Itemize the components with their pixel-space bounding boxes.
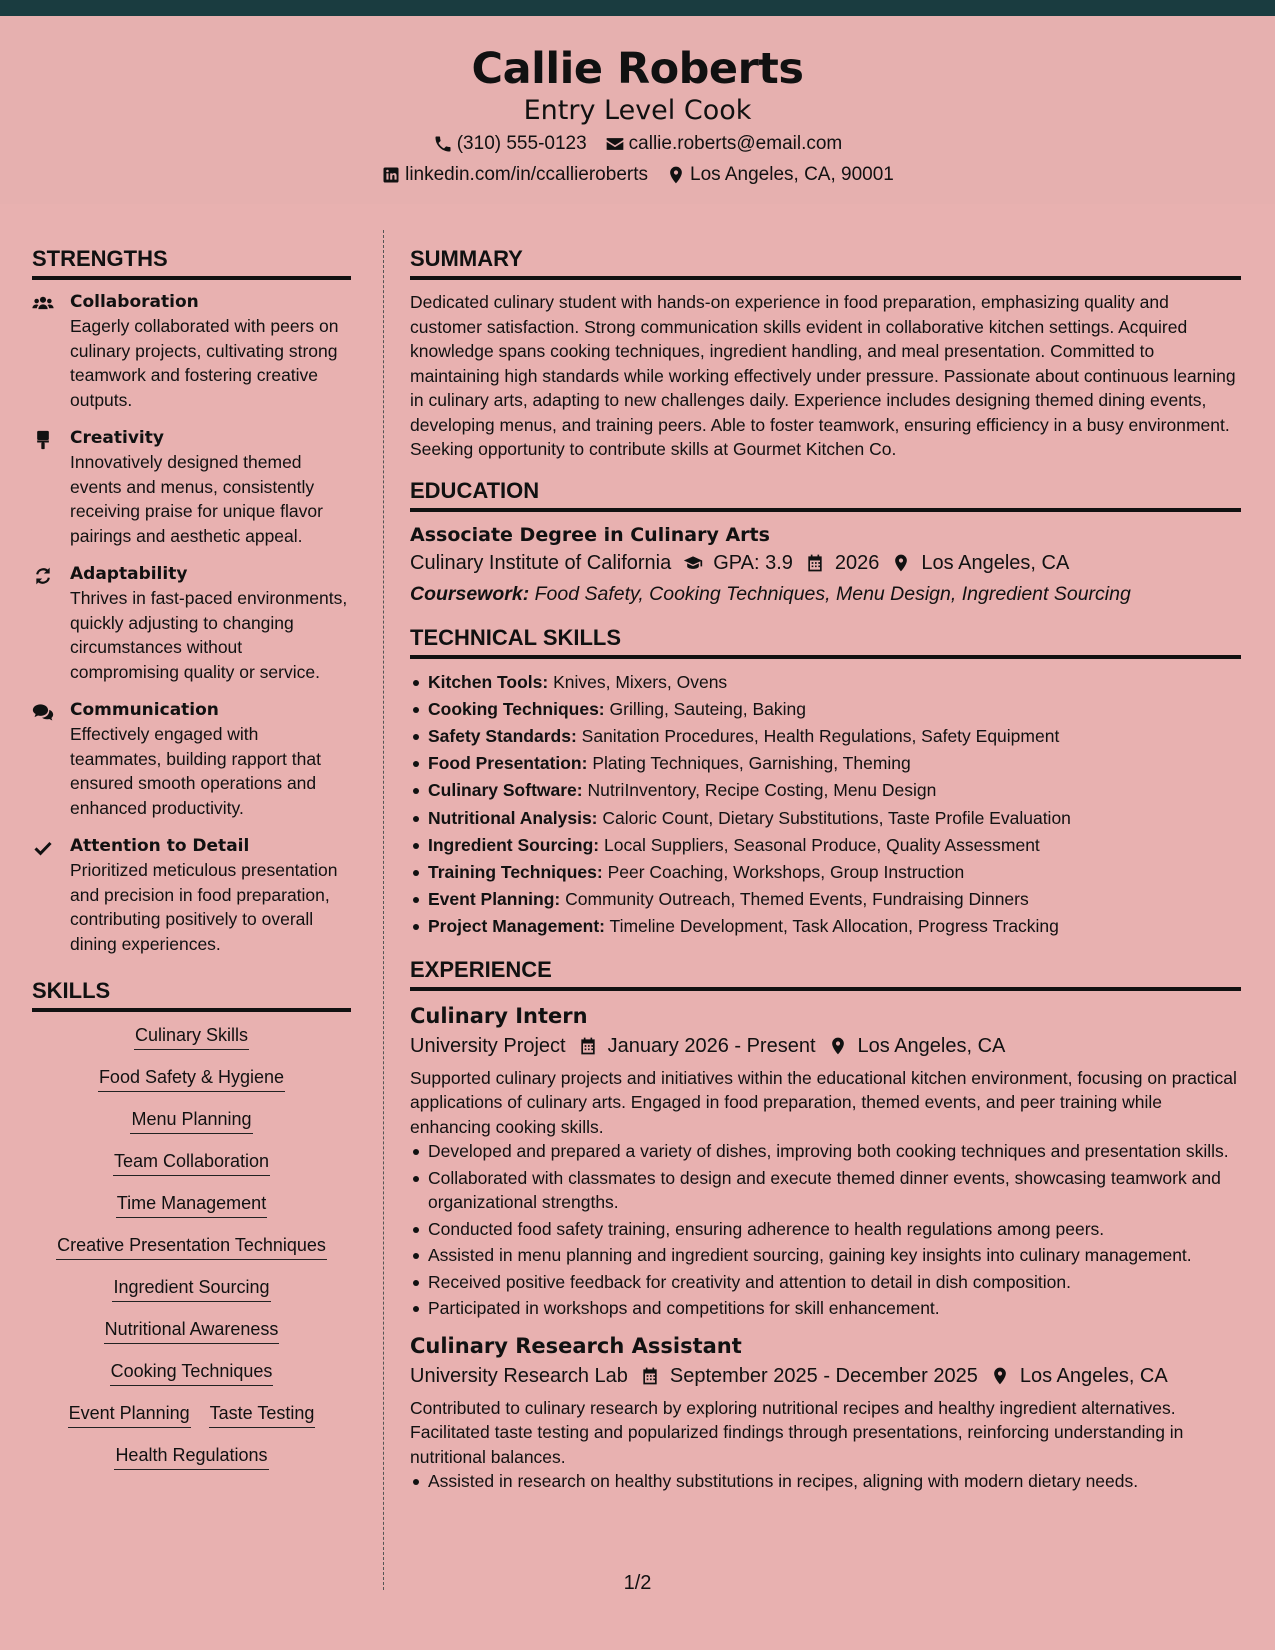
skill-row	[32, 1190, 351, 1218]
technical-skill-value: Knives, Mixers, Ovens	[553, 671, 728, 692]
job-description: Contributed to culinary research by exploring nutritional recipes and healthy ingredient alternatives. Facilitated taste testing and popularized findings through presentations, reinforcing understanding in nutritional balances.	[410, 1397, 1184, 1467]
strength-title: Adaptability	[70, 564, 188, 584]
skills-list	[32, 1022, 351, 1470]
strength-body	[70, 562, 351, 684]
skill-row	[32, 1064, 351, 1092]
linkedin-icon	[381, 165, 401, 185]
summary-heading: SUMMARY	[410, 244, 1241, 280]
strength-body	[70, 426, 351, 548]
top-accent-bar	[0, 0, 1275, 16]
technical-skill-label: Training Techniques:	[428, 861, 603, 882]
strength-body	[70, 834, 351, 956]
technical-skills-list	[410, 669, 1241, 941]
skill-tag: Nutritional Awareness	[104, 1316, 280, 1344]
skill-row	[32, 1358, 351, 1386]
job-bullet: Assisted in research on healthy substitutions in recipes, aligning with modern dietary needs.	[410, 1469, 1241, 1494]
education-gpa: GPA: 3.9	[713, 551, 793, 574]
linkedin-contact[interactable]	[381, 160, 648, 190]
technical-skill-label: Cooking Techniques:	[428, 698, 605, 719]
check-icon	[32, 834, 70, 956]
strength-description: Eagerly collaborated with peers on culinary projects, cultivating strong teamwork and fostering creative outputs.	[70, 316, 339, 410]
technical-skill-label: Safety Standards:	[428, 725, 577, 746]
resume-header	[0, 16, 1275, 204]
skill-row	[32, 1442, 351, 1470]
skill-tag: Event Planning	[68, 1400, 191, 1428]
skills-heading: SKILLS	[32, 976, 351, 1012]
column-divider	[383, 230, 384, 1590]
map-marker-icon	[891, 553, 911, 573]
phone-contact[interactable]	[433, 129, 587, 159]
job-description: Supported culinary projects and initiatives within the educational kitchen environment, focusing on practical applications of culinary arts. Engaged in food preparation, themed events, and peer training while enhancing cooking skills.	[410, 1067, 1237, 1137]
skill-tag: Culinary Skills	[134, 1022, 249, 1050]
technical-skill-value: Plating Techniques, Garnishing, Theming	[592, 753, 911, 774]
strength-title: Communication	[70, 700, 219, 720]
strength-description: Prioritized meticulous presentation and precision in food preparation, contributing positively to overall dining experiences.	[70, 860, 338, 954]
technical-skill-item	[410, 913, 1241, 940]
education-heading: EDUCATION	[410, 476, 1241, 512]
strength-title: Collaboration	[70, 292, 199, 312]
education-school: Culinary Institute of California	[410, 551, 672, 574]
technical-skill-item	[410, 669, 1241, 696]
technical-skill-item	[410, 777, 1241, 804]
technical-skills-heading: TECHNICAL SKILLS	[410, 623, 1241, 659]
paint-brush-icon	[32, 426, 70, 548]
skill-tag: Team Collaboration	[113, 1148, 270, 1176]
skill-row	[32, 1316, 351, 1344]
job-bullets	[410, 1139, 1241, 1321]
technical-skill-value: Community Outreach, Themed Events, Fundraising Dinners	[565, 889, 1029, 910]
calendar-icon	[805, 553, 825, 573]
left-column	[32, 244, 351, 1484]
page-number: 1/2	[623, 1572, 652, 1594]
technical-skill-label: Ingredient Sourcing:	[428, 834, 600, 855]
skill-tag: Ingredient Sourcing	[112, 1274, 270, 1302]
technical-skill-value: Peer Coaching, Workshops, Group Instruction	[607, 861, 965, 882]
technical-skill-item	[410, 832, 1241, 859]
job-location: Los Angeles, CA	[857, 1034, 1006, 1057]
strength-item	[32, 290, 351, 412]
skill-tag: Menu Planning	[130, 1106, 252, 1134]
phone-text: (310) 555-0123	[456, 133, 587, 154]
technical-skill-value: NutriInventory, Recipe Costing, Menu Design	[587, 780, 937, 801]
strength-title: Creativity	[70, 428, 164, 448]
job-bullet: Participated in workshops and competitions for skill enhancement.	[410, 1296, 1241, 1321]
experience-heading: EXPERIENCE	[410, 955, 1241, 991]
calendar-icon	[640, 1366, 660, 1386]
linkedin-text: linkedin.com/in/ccallieroberts	[405, 164, 648, 185]
summary-text: Dedicated culinary student with hands-on experience in food preparation, emphasizing quality and customer satisfaction. Strong communication skills evident in collaborative kitchen settings. Acquired knowledge spans cooking techniques, ingredient handling, and meal presentation. Committed to maintaining high standards while working effectively under pressure. Passionate about continuous learning in culinary arts, adapting to new challenges daily. Experience includes designing themed dining events, developing menus, and training peers. Able to foster teamwork, ensuring efficiency in a busy environment. Seeking opportunity to contribute skills at Gourmet Kitchen Co.	[410, 292, 1236, 459]
email-text: callie.roberts@email.com	[628, 133, 843, 154]
technical-skill-value: Local Suppliers, Seasonal Produce, Quality Assessment	[604, 834, 1040, 855]
job-dates: September 2025 - December 2025	[669, 1364, 978, 1387]
technical-skill-item	[410, 696, 1241, 723]
technical-skill-item	[410, 750, 1241, 777]
refresh-icon	[32, 562, 70, 684]
job-organization: University Project	[410, 1034, 566, 1057]
skill-tag: Taste Testing	[209, 1400, 316, 1428]
strength-item	[32, 698, 351, 820]
job-title: Culinary Research Assistant	[410, 1333, 742, 1358]
technical-skill-value: Grilling, Sauteing, Baking	[609, 698, 806, 719]
technical-skill-item	[410, 886, 1241, 913]
strength-body	[70, 698, 351, 820]
education-meta	[410, 548, 1241, 579]
skill-tag: Cooking Techniques	[110, 1358, 274, 1386]
strength-description: Effectively engaged with teammates, building rapport that ensured smooth operations and enhanced productivity.	[70, 724, 321, 818]
location-text: Los Angeles, CA, 90001	[690, 164, 894, 185]
experience-list	[410, 1001, 1241, 1494]
job-title: Culinary Intern	[410, 1003, 588, 1028]
job-meta	[410, 1031, 1241, 1062]
comments-icon	[32, 698, 70, 820]
email-contact[interactable]	[605, 129, 843, 159]
job-meta	[410, 1361, 1241, 1392]
skill-tag: Creative Presentation Techniques	[56, 1232, 327, 1260]
strengths-heading: STRENGTHS	[32, 244, 351, 280]
coursework-label: Coursework:	[410, 582, 530, 605]
technical-skill-item	[410, 859, 1241, 886]
job-dates: January 2026 - Present	[607, 1034, 816, 1057]
calendar-icon	[578, 1036, 598, 1056]
education-coursework	[410, 579, 1241, 609]
right-column	[410, 244, 1241, 1496]
skill-tag: Food Safety & Hygiene	[98, 1064, 285, 1092]
experience-entry	[410, 1331, 1241, 1494]
job-organization: University Research Lab	[410, 1364, 628, 1387]
technical-skill-label: Culinary Software:	[428, 780, 583, 801]
job-bullet: Received positive feedback for creativity and attention to detail in dish composition.	[410, 1270, 1241, 1295]
strength-item	[32, 562, 351, 684]
technical-skill-label: Kitchen Tools:	[428, 671, 549, 692]
technical-skill-label: Project Management:	[428, 916, 605, 937]
job-bullets	[410, 1469, 1241, 1494]
skill-tag: Health Regulations	[114, 1442, 268, 1470]
job-bullet: Collaborated with classmates to design and execute themed dinner events, showcasing teamwork and organizational strengths.	[410, 1166, 1241, 1215]
technical-skill-item	[410, 723, 1241, 750]
strength-description: Thrives in fast-paced environments, quickly adjusting to changing circumstances without compromising quality or service.	[70, 588, 348, 682]
skill-row	[32, 1148, 351, 1176]
technical-skill-item	[410, 805, 1241, 832]
education-degree: Associate Degree in Culinary Arts	[410, 523, 770, 546]
skill-row	[32, 1232, 351, 1260]
skill-row	[32, 1400, 351, 1428]
technical-skill-label: Food Presentation:	[428, 753, 588, 774]
strengths-list	[32, 290, 351, 956]
location-contact	[666, 160, 894, 190]
technical-skill-value: Sanitation Procedures, Health Regulations, Safety Equipment	[581, 725, 1060, 746]
contact-row-1	[0, 129, 1275, 159]
map-marker-icon	[666, 165, 686, 185]
education-location: Los Angeles, CA	[921, 551, 1070, 574]
phone-icon	[433, 134, 453, 154]
strength-title: Attention to Detail	[70, 836, 250, 856]
skill-tag: Time Management	[116, 1190, 267, 1218]
experience-entry	[410, 1001, 1241, 1321]
skill-row	[32, 1022, 351, 1050]
contact-row-2	[0, 160, 1275, 190]
job-bullet: Assisted in menu planning and ingredient sourcing, gaining key insights into culinary management.	[410, 1243, 1241, 1268]
technical-skill-label: Event Planning:	[428, 889, 561, 910]
job-bullet: Developed and prepared a variety of dishes, improving both cooking techniques and presentation skills.	[410, 1139, 1241, 1164]
job-bullet: Conducted food safety training, ensuring adherence to health regulations among peers.	[410, 1217, 1241, 1242]
graduation-cap-icon	[683, 553, 703, 573]
education-year: 2026	[834, 551, 880, 574]
candidate-title: Entry Level Cook	[523, 95, 752, 126]
skill-row	[32, 1106, 351, 1134]
coursework-text: Food Safety, Cooking Techniques, Menu Design, Ingredient Sourcing	[534, 582, 1131, 605]
envelope-icon	[605, 134, 625, 154]
map-marker-icon	[828, 1036, 848, 1056]
strength-description: Innovatively designed themed events and menus, consistently receiving praise for unique flavor pairings and aesthetic appeal.	[70, 452, 323, 546]
candidate-name: Callie Roberts	[471, 44, 804, 94]
map-marker-icon	[990, 1366, 1010, 1386]
users-icon	[32, 290, 70, 412]
technical-skill-label: Nutritional Analysis:	[428, 807, 598, 828]
technical-skill-value: Caloric Count, Dietary Substitutions, Taste Profile Evaluation	[602, 807, 1071, 828]
technical-skill-value: Timeline Development, Task Allocation, Progress Tracking	[609, 916, 1059, 937]
skill-row	[32, 1274, 351, 1302]
job-location: Los Angeles, CA	[1019, 1364, 1168, 1387]
strength-item	[32, 834, 351, 956]
strength-body	[70, 290, 351, 412]
strength-item	[32, 426, 351, 548]
